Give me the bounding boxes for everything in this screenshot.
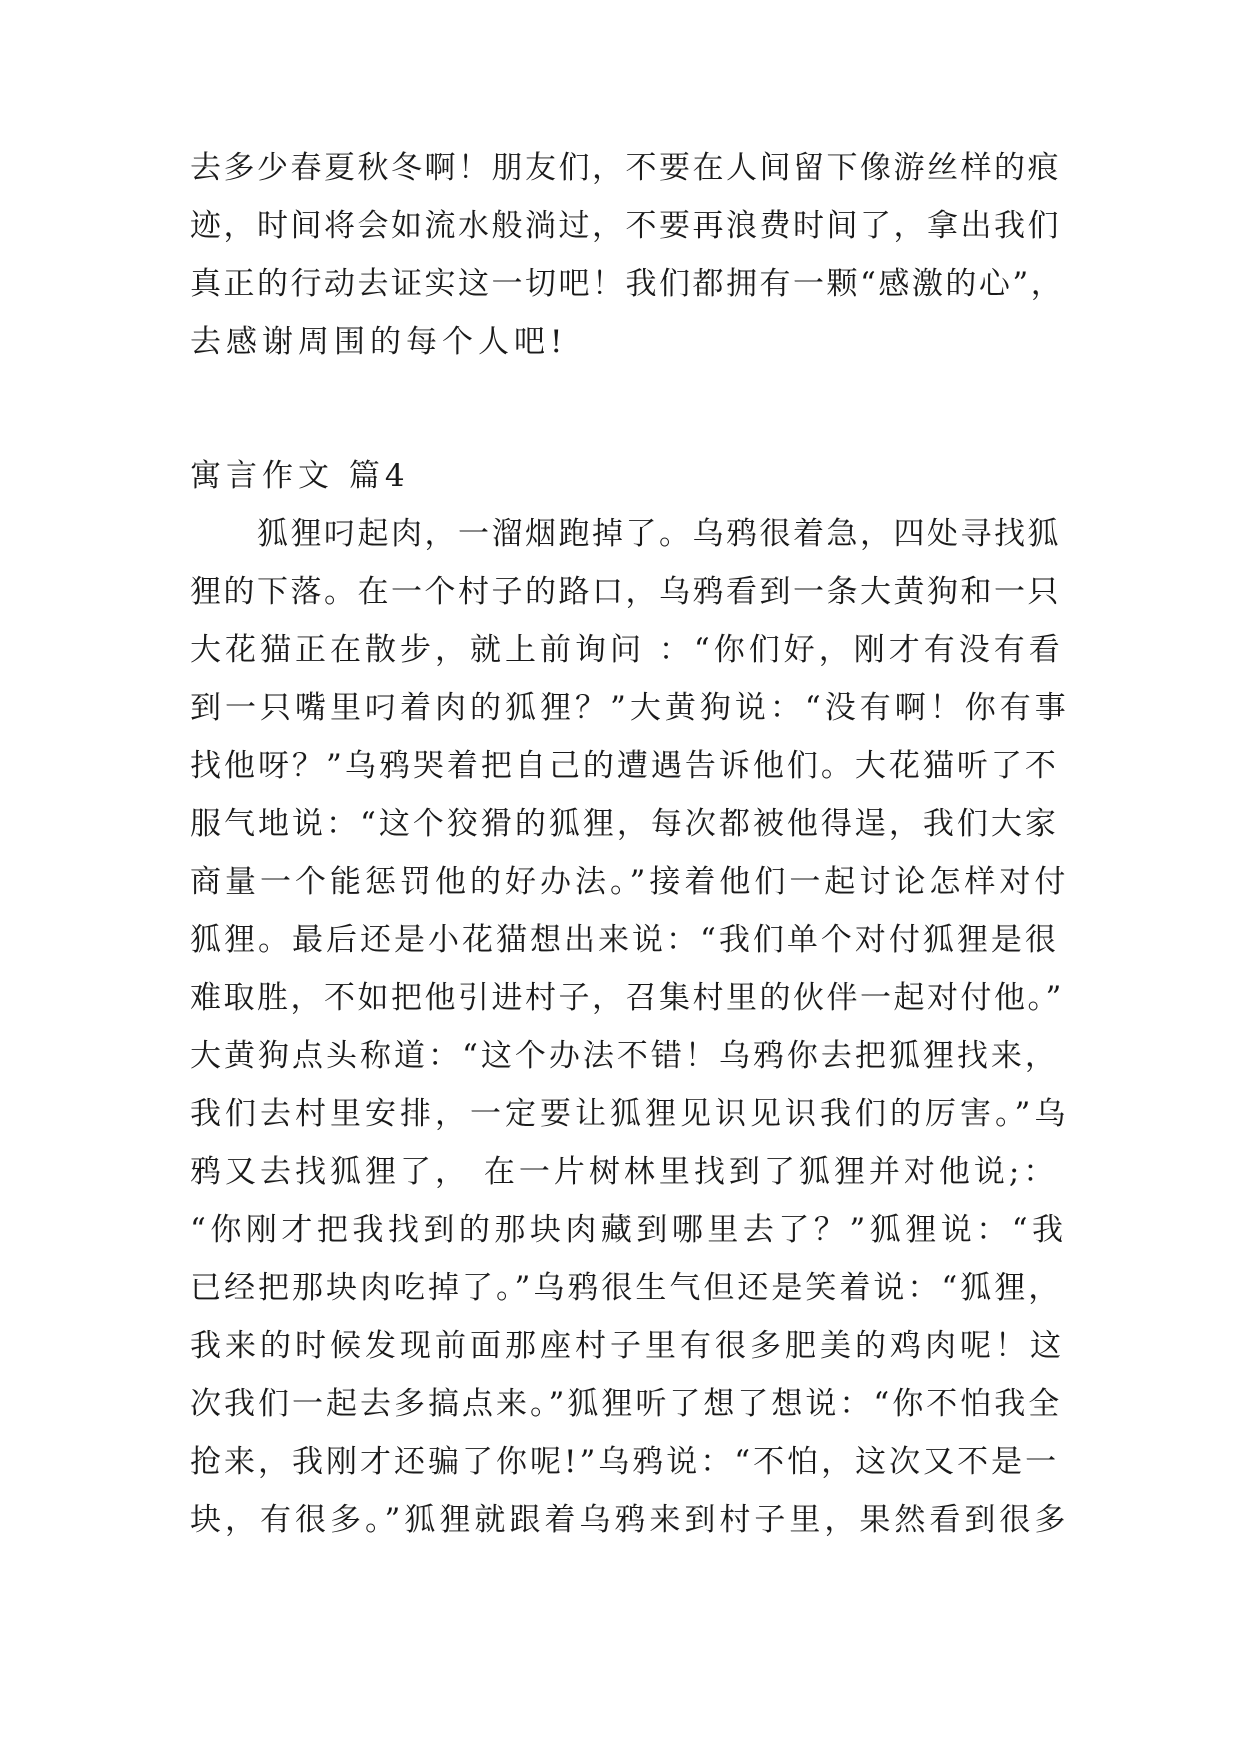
body-line-6: 服气地说：“这个狡猾的狐狸，每次都被他得逞，我们大家 [190, 806, 1059, 842]
body-line-5: 找他呀？”乌鸦哭着把自己的遭遇告诉他们。大花猫听了不 [190, 748, 1059, 784]
body-line-7: 商量一个能惩罚他的好办法。”接着他们一起讨论怎样对付 [190, 864, 1070, 900]
body-line-17: 抢来，我刚才还骗了你呢!”乌鸦说：“不怕，这次又不是一 [190, 1444, 1060, 1480]
body-line-18: 块，有很多。”狐狸就跟着乌鸦来到村子里，果然看到很多 [190, 1502, 1070, 1538]
body-line-4: 到一只嘴里叼着肉的狐狸？”大黄狗说：“没有啊！你有事 [190, 690, 1070, 726]
body-line-13: “你刚才把我找到的那块肉藏到哪里去了？”狐狸说：“我 [190, 1212, 1068, 1248]
body-line-3: 大花猫正在散步，就上前询问 ：“你们好，刚才有没有看 [190, 632, 1064, 668]
body-line-15: 我来的时候发现前面那座村子里有很多肥美的鸡肉呢！这 [190, 1328, 1065, 1364]
intro-line-1: 去多少春夏秋冬啊！朋友们，不要在人间留下像游丝样的痕 [190, 150, 1061, 186]
body-line-14: 已经把那块肉吃掉了。”乌鸦很生气但还是笑着说：“狐狸， [190, 1270, 1063, 1306]
body-line-11: 我们去村里安排，一定要让狐狸见识见识我们的厉害。”乌 [190, 1096, 1070, 1132]
body-line-1: 狐狸叼起肉，一溜烟跑掉了。乌鸦很着急，四处寻找狐 [190, 516, 1061, 552]
body-line-9: 难取胜，不如把他引进村子，召集村里的伙伴一起对付他。” [190, 980, 1064, 1016]
body-line-12: 鸦又去找狐狸了， 在一片树林里找到了狐狸并对他说;： [190, 1154, 1059, 1190]
section-heading: 寓言作文 篇4 [190, 458, 410, 494]
body-line-16: 次我们一起去多搞点来。”狐狸听了想了想说：“你不怕我全 [190, 1386, 1063, 1422]
body-line-2: 狸的下落。在一个村子的路口，乌鸦看到一条大黄狗和一只 [190, 574, 1061, 610]
body-line-8: 狐狸。最后还是小花猫想出来说：“我们单个对付狐狸是很 [190, 922, 1059, 958]
intro-line-4: 去感谢周围的每个人吧! [190, 324, 568, 360]
intro-line-3: 真正的行动去证实这一切吧！我们都拥有一颗“感激的心”， [190, 266, 1065, 302]
intro-line-2: 迹，时间将会如流水般淌过，不要再浪费时间了，拿出我们 [190, 208, 1061, 244]
body-line-10: 大黄狗点头称道：“这个办法不错！乌鸦你去把狐狸找来， [190, 1038, 1059, 1074]
